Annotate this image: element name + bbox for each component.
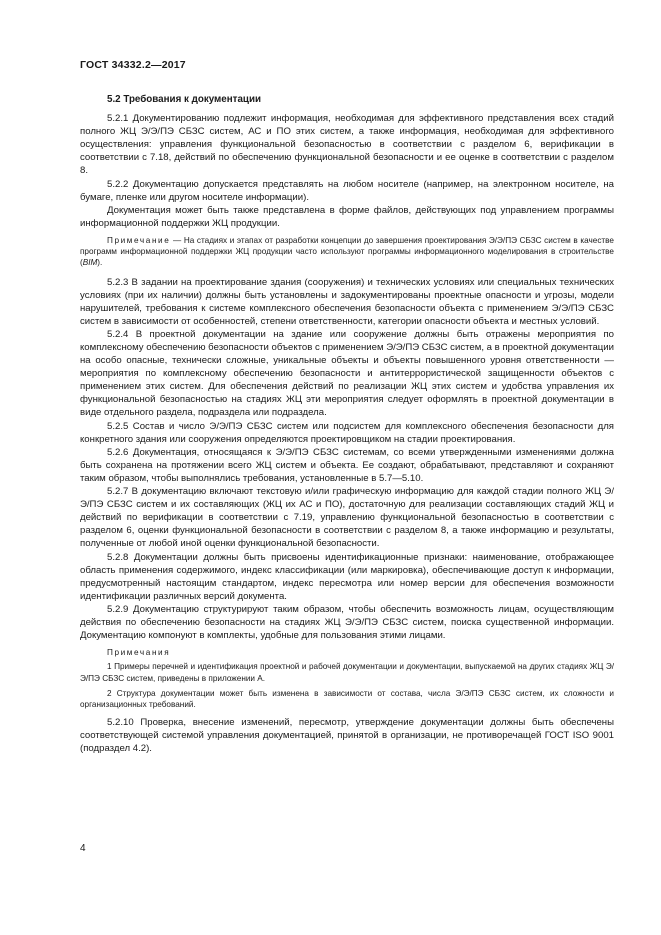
- paragraph-5-2-6: 5.2.6 Документация, относящаяся к Э/Э/ПЭ СБЗС системам, со всеми утвержденными изменениями должна быть сохранена на протяжении всего ЖЦ систем и объекта. Ее создают, обрабатывают, представляют и сохраняют таким образом, чтобы выполнялись требования, установленные в 5.7—5.10.: [80, 446, 614, 484]
- paragraph-5-2-5: 5.2.5 Состав и число Э/Э/ПЭ СБЗС систем или подсистем для комплексного обеспечения безопасности для конкретного здания или сооружения определяются проектировщиком на стадии проектирования.: [80, 420, 614, 445]
- note-label: Примечание: [107, 235, 171, 245]
- note-item-2: 2 Структура документации может быть изменена в зависимости от состава, числа Э/Э/ПЭ СБЗС систем, их сложности и организационных требований.: [80, 688, 614, 709]
- section-title: 5.2 Требования к документации: [107, 94, 261, 105]
- document-body: [80, 93, 614, 755]
- note-text-before: — На стадиях и этапах от разработки концепции до завершения проектирования Э/Э/ПЭ СБЗС систем в качестве программ информационной поддержки ЖЦ продукции часто используют программы информационного моделирования в строительстве (: [80, 235, 614, 268]
- note-bim: [80, 235, 614, 269]
- paragraph-5-2-2: 5.2.2 Документацию допускается представлять на любом носителе (например, на электронном носителе, на бумаге, пленке или другом носителе информации).: [80, 178, 614, 203]
- paragraph-5-2-4: 5.2.4 В проектной документации на здание или сооружение должны быть отражены мероприятия по комплексному обеспечению безопасности объектов с применением Э/Э/ПЭ СБЗС систем, а в проектной документации на особо опасные, технически сложные, уникальные объекты и объекты повышенного уровня ответственности — мероприятия по комплексному обеспечению безопасности и антитеррористической защищенности объектов с применением этих систем. Для обеспечения действий по реализации ЖЦ этих систем и удобства управления их функциональной безопасностью на стадиях ЖЦ эти мероприятия следует оформлять в проектной документации в виде отдельного раздела, подраздела или подраздела.: [80, 328, 614, 419]
- notes-heading: Примечания: [107, 648, 171, 658]
- page-number: 4: [80, 843, 86, 854]
- paragraph-5-2-1: 5.2.1 Документированию подлежит информация, необходимая для эффективного представления всех стадий полного ЖЦ Э/Э/ПЭ СБЗС систем, АС и ПО этих систем, а также информация, необходимая для эффективного осуществления: управления функциональной безопасностью в соответствии с разделом 6, верификации в соответствии с 7.18, действий по обеспечению функциональной безопасности и ее оценке в соответствии с разделом 8.: [80, 113, 614, 177]
- paragraph-5-2-3: 5.2.3 В задании на проектирование здания (сооружения) и технических условиях или специальных технических условиях (при их наличии) должны быть установлены и задокументированы проектные опасности и угрозы, модели нарушителей, требования к системе комплексного обеспечения безопасности объекта с применением Э/Э/ПЭ СБЗС систем в зависимости от особенностей, степени ответственности, категории опасности объекта и местных условий.: [80, 276, 614, 327]
- paragraph-5-2-2-continued: Документация может быть также представлена в форме файлов, действующих под управлением программы информационной поддержки ЖЦ продукции.: [80, 204, 614, 229]
- paragraph-5-2-8: 5.2.8 Документации должны быть присвоены идентификационные признаки: наименование, отображающее область применения содержимого, индекс классификации (или маркировка), обеспечивающие доступ к информации, предусмотренный настоящим стандартом, индекс пересмотра или номер версии для обеспечения возможности идентификации различных версий документа.: [80, 551, 614, 602]
- note-item-1: 1 Примеры перечней и идентификация проектной и рабочей документации и документации, выпускаемой на других стадиях ЖЦ Э/Э/ПЭ СБЗС систем, приведены в приложении А.: [80, 662, 614, 683]
- paragraph-5-2-9: 5.2.9 Документацию структурируют таким образом, чтобы обеспечить возможность лицам, осуществляющим действия по обеспечению безопасности на стадиях ЖЦ Э/Э/ПЭ СБЗС систем, поиска существенной информации. Документацию компонуют в комплекты, удобные для пользования этими лицами.: [80, 603, 614, 642]
- paragraph-5-2-10: 5.2.10 Проверка, внесение изменений, пересмотр, утверждение документации должны быть обеспечены соответствующей системой управления документацией, принятой в организации, не противоречащей ГОСТ ISO 9001 (подраздел 4.2).: [80, 717, 614, 755]
- paragraph-5-2-7: 5.2.7 В документацию включают текстовую и/или графическую информацию для каждой стадии полного ЖЦ Э/Э/ПЭ СБЗС систем и их составляющих (ЖЦ их АС и ПО), достаточную для реализации составляющих стадий ЖЦ и действий по верификации в соответствии с 7.19, управлению функциональной безопасностью в соответствии с разделом 6, оценки функциональной безопасности в соответствии с разделом 8, а также информацию и результаты, полученные от любой иной оценки функциональной безопасности.: [80, 486, 614, 550]
- note-text-after: ).: [97, 258, 103, 268]
- document-code-header: ГОСТ 34332.2—2017: [80, 59, 186, 71]
- note-text-italic: BIM: [82, 258, 98, 268]
